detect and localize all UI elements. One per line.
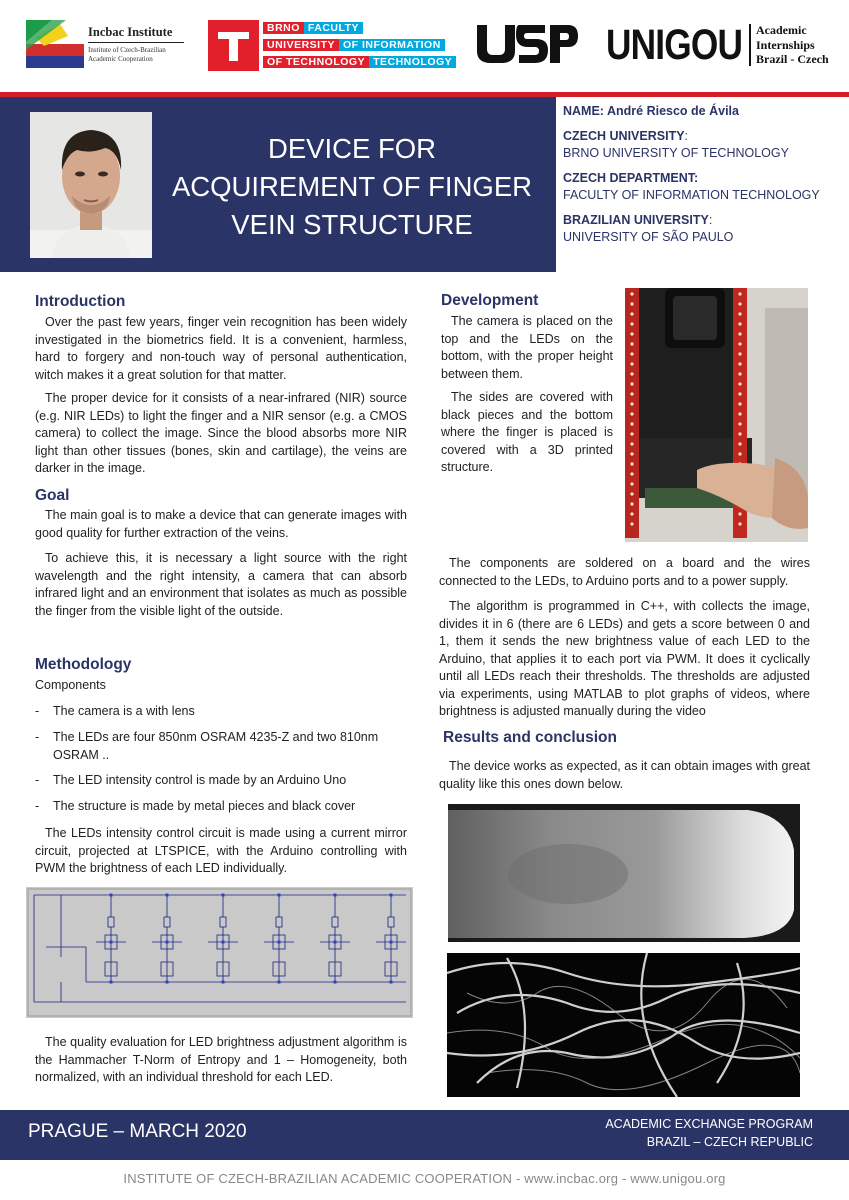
unigou-sub-line-2: Internships	[756, 37, 815, 52]
czech-department-label: CZECH DEPARTMENT:	[563, 171, 699, 185]
brno-fit-logo	[208, 20, 457, 71]
bullet-text: The camera is a with lens	[53, 704, 195, 718]
usp-logo	[474, 22, 580, 66]
czech-university-value: BRNO UNIVERSITY OF TECHNOLOGY	[563, 146, 789, 160]
unigou-logo	[606, 20, 838, 70]
incbac-divider	[88, 42, 184, 43]
quality-paragraph: The quality evaluation for LED brightness adjustment algorithm is the Hammacher T-Norm of Entropy and 1 – Homogeneity, both normalized, with an individual threshold for each LED.	[35, 1035, 407, 1084]
incbac-flag-icon	[26, 20, 84, 68]
development-heading: Development	[441, 292, 539, 309]
brazilian-university-label	[563, 212, 843, 229]
title-line-1: DEVICE FOR	[267, 133, 437, 164]
bullet-dash: -	[35, 730, 40, 744]
development-paragraph-3: The components are soldered on a board and the wires connected to the LEDs, to Arduino ports and to a power supply.	[439, 556, 810, 588]
circuit-paragraph: The LEDs intensity control circuit is made using a current mirror circuit, projected at LTSPICE, with the Arduino controlling with PWM the brightness of each LED individually.	[35, 826, 407, 875]
author-portrait-photo	[30, 112, 152, 258]
goal-paragraph-2: To achieve this, it is necessary a light source with the right wavelength and the right intensity, a camera that can absorb infrared light and an environment that isolates as much as possible the finger from the visible light of the outside.	[35, 551, 407, 618]
brazilian-university-label-text: BRAZILIAN UNIVERSITY	[563, 213, 709, 227]
author-info	[563, 103, 843, 254]
incbac-logo	[26, 20, 186, 72]
methodology-heading: Methodology	[35, 656, 132, 673]
development-paragraph-2: The sides are covered with black pieces and the bottom where the finger is placed is covered with a 3D printed structure.	[441, 390, 613, 474]
footer-program-line-2: BRAZIL – CZECH REPUBLIC	[646, 1135, 813, 1149]
incbac-title: Incbac Institute	[88, 25, 173, 39]
bullet-text: The structure is made by metal pieces and black cover	[53, 799, 356, 813]
bullet-dash: -	[35, 704, 40, 718]
czech-university-label-text: CZECH UNIVERSITY	[563, 129, 685, 143]
czech-department-value: FACULTY OF INFORMATION TECHNOLOGY	[563, 188, 820, 202]
finger-nir-image	[448, 804, 800, 942]
bullet-dash: -	[35, 799, 40, 813]
introduction-heading: Introduction	[35, 293, 126, 310]
brno-t-mark-icon	[208, 20, 259, 71]
czech-university-label	[563, 128, 843, 145]
title-line-2: ACQUIREMENT OF FINGER	[171, 171, 533, 202]
goal-paragraph-1: The main goal is to make a device that can generate images with good quality for further extraction of the veins.	[35, 508, 407, 540]
methodology-bullet-4	[35, 798, 407, 816]
ltspice-circuit-schematic	[26, 887, 413, 1018]
incbac-subtitle: Institute of Czech-Brazilian Academic Cooperation	[88, 46, 166, 63]
footer-location-date: PRAGUE – MARCH 2020	[28, 1121, 247, 1142]
poster-title	[160, 130, 544, 244]
bullet-text: The LEDs are four 850nm OSRAM 4235-Z and two 810nm OSRAM ..	[53, 730, 379, 762]
unigou-sub-line-1: Academic	[756, 23, 807, 37]
unigou-sub-line-3: Brazil - Czech	[756, 52, 829, 66]
colon: :	[708, 213, 713, 227]
unigou-wordmark: UNIGOU	[606, 21, 743, 69]
brazilian-university-value: UNIVERSITY OF SÃO PAULO	[563, 230, 734, 244]
bullet-dash: -	[35, 773, 40, 787]
brno-text-of-technology: OF TECHNOLOGY	[263, 56, 369, 68]
brno-text-brno: BRNO	[263, 22, 304, 34]
colon: :	[684, 129, 689, 143]
introduction-paragraph-1: Over the past few years, finger vein recognition has been widely investigated in the biometrics field. It is a convenient, harmless, hard to forgery and non-touch way of personal authentication, witch makes it a great solution for that matter.	[35, 315, 407, 382]
footer-institute-links: INSTITUTE OF CZECH-BRAZILIAN ACADEMIC COOPERATION - www.incbac.org - www.unigou.org	[123, 1171, 726, 1186]
footer-program	[605, 1115, 813, 1151]
results-heading: Results and conclusion	[443, 729, 617, 746]
components-label: Components	[35, 678, 106, 692]
introduction-paragraph-2: The proper device for it consists of a near-infrared (NIR) source (e.g. NIR LEDs) to light the finger and a NIR sensor (e.g. a CMOS camera) to collect the image. Since the blood absorbs more NIR light than other tissues (bones, skin and cartilage), the veins are darker in the image.	[35, 391, 407, 475]
results-paragraph: The device works as expected, as it can obtain images with great quality like this ones down below.	[439, 759, 810, 791]
unigou-subtitle	[756, 23, 829, 67]
methodology-bullet-3	[35, 772, 407, 790]
usp-logo-icon	[474, 22, 580, 66]
author-name: NAME: André Riesco de Ávila	[563, 104, 739, 118]
brno-text-faculty: FACULTY	[304, 22, 363, 34]
brno-row-1	[263, 21, 363, 36]
device-photo	[625, 288, 808, 542]
brno-row-3	[263, 55, 456, 70]
methodology-bullet-2	[35, 729, 407, 764]
unigou-divider	[749, 24, 751, 66]
goal-heading: Goal	[35, 487, 70, 504]
development-paragraph-1: The camera is placed on the top and the LEDs on the bottom, with the proper height between them.	[441, 314, 613, 381]
extracted-vein-image	[447, 953, 800, 1097]
footer-program-line-1: ACADEMIC EXCHANGE PROGRAM	[605, 1117, 813, 1131]
brno-text-technology: TECHNOLOGY	[369, 56, 456, 68]
brno-text-university: UNIVERSITY	[263, 39, 339, 51]
bullet-text: The LED intensity control is made by an Arduino Uno	[53, 773, 347, 787]
methodology-bullet-1	[35, 703, 407, 721]
title-line-3: VEIN STRUCTURE	[231, 209, 473, 240]
development-paragraph-4: The algorithm is programmed in C++, with collects the image, divides it in 6 (there are 6 LEDs) and gets a score between 0 and 1, them it sends the new brightness value of each LED to the Arduino, that applies it to each port via PWM. It does it cyclically until all LEDs reach their thresholds. The thresholds are adjusted via experiments, using MATLAB to plot graphs of videos, where brightness is adjusted manually during the video	[439, 599, 810, 718]
brno-row-2	[263, 38, 445, 53]
brno-text-of-information: OF INFORMATION	[339, 39, 445, 51]
